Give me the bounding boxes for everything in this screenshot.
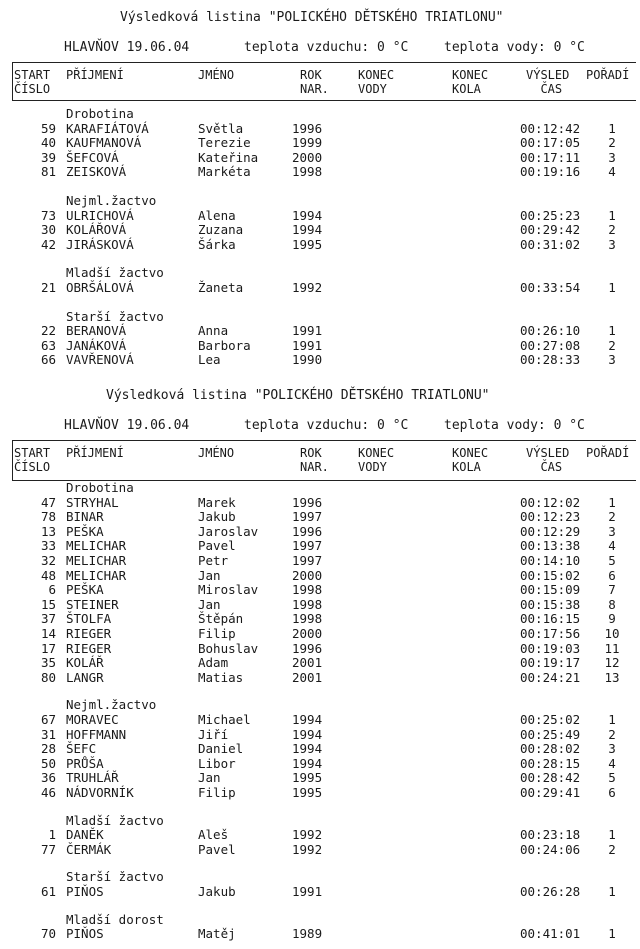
first-name: Petr xyxy=(198,553,229,568)
result-row xyxy=(0,727,640,742)
surname: STEINER xyxy=(66,596,119,612)
rank: 9 xyxy=(608,611,616,627)
category-label: Nejml.žactvo xyxy=(66,697,157,713)
first-name: Markéta xyxy=(198,164,251,180)
surname: PIŇOS xyxy=(66,926,104,942)
result-row xyxy=(0,121,640,136)
header-bike-end: KONEC KOLA xyxy=(452,446,489,474)
birth-year: 1994 xyxy=(292,222,323,238)
race-info xyxy=(64,418,585,433)
result-time: 00:41:01 xyxy=(520,926,581,942)
result-time: 00:31:02 xyxy=(520,236,581,252)
rank: 7 xyxy=(608,582,616,598)
result-row xyxy=(0,582,640,597)
surname: RIEGER xyxy=(66,626,112,641)
birth-year: 2000 xyxy=(292,626,323,641)
result-row xyxy=(0,495,640,510)
birth-year: 1991 xyxy=(292,323,323,339)
start-number: 73 xyxy=(40,207,56,223)
surname: TRUHLÁŘ xyxy=(66,770,119,786)
birth-year: 1997 xyxy=(292,509,323,525)
birth-year: 1999 xyxy=(292,135,323,151)
header-birth-year: ROK NAR. xyxy=(300,68,329,96)
start-number: 48 xyxy=(40,567,56,583)
start-number: 35 xyxy=(40,655,56,671)
start-number: 6 xyxy=(48,582,56,598)
result-time: 00:24:21 xyxy=(520,669,581,685)
header-rank: POŘADÍ xyxy=(586,68,630,82)
header-left-rule xyxy=(12,62,13,100)
header-start-number: START ČÍSLO xyxy=(14,446,51,474)
birth-year: 1994 xyxy=(292,741,323,757)
rank: 10 xyxy=(604,626,620,641)
header-bottom-rule xyxy=(12,100,636,101)
start-number: 61 xyxy=(40,884,56,899)
birth-year: 1992 xyxy=(292,841,323,857)
result-time: 00:25:49 xyxy=(520,726,581,742)
surname: JANÁKOVÁ xyxy=(66,337,127,353)
rank: 3 xyxy=(608,149,616,165)
first-name: Miroslav xyxy=(198,582,259,598)
first-name: Terezie xyxy=(198,135,251,151)
race-info xyxy=(64,40,585,55)
first-name: Barbora xyxy=(198,337,251,353)
birth-year: 1995 xyxy=(292,785,323,800)
category-label: Mladší dorost xyxy=(66,911,164,927)
rank: 3 xyxy=(608,236,616,252)
surname: KAUFMANOVÁ xyxy=(66,135,142,151)
result-time: 00:12:29 xyxy=(520,523,581,539)
first-name: Štěpán xyxy=(198,611,244,627)
surname: PEŠKA xyxy=(66,582,104,598)
birth-year: 1996 xyxy=(292,120,323,136)
header-result-time: VÝSLED ČAS xyxy=(526,68,570,96)
result-time: 00:19:03 xyxy=(520,640,581,656)
surname: ULRICHOVÁ xyxy=(66,207,134,223)
surname: STRYHAL xyxy=(66,494,119,510)
result-row xyxy=(0,741,640,756)
surname: ŠEFCOVÁ xyxy=(66,149,119,165)
first-name: Světla xyxy=(198,120,244,136)
first-name: Pavel xyxy=(198,538,236,554)
air-temperature: teplota vzduchu: 0 °C xyxy=(244,418,409,433)
result-time: 00:26:28 xyxy=(520,884,581,899)
birth-year: 1995 xyxy=(292,236,323,252)
result-time: 00:28:42 xyxy=(520,770,581,786)
surname: PRŮŠA xyxy=(66,755,104,771)
rank: 1 xyxy=(608,120,616,136)
birth-year: 1997 xyxy=(292,553,323,568)
first-name: Jaroslav xyxy=(198,523,259,539)
surname: JIRÁSKOVÁ xyxy=(66,236,134,252)
result-time: 00:17:56 xyxy=(520,626,581,641)
birth-year: 1991 xyxy=(292,337,323,353)
result-time: 00:12:02 xyxy=(520,494,581,510)
start-number: 78 xyxy=(40,509,56,525)
surname: NÁDVORNÍK xyxy=(66,785,134,800)
start-number: 17 xyxy=(40,640,56,656)
result-row xyxy=(0,670,640,685)
surname: MORAVEC xyxy=(66,712,119,727)
result-row xyxy=(0,164,640,179)
rank: 3 xyxy=(608,523,616,539)
start-number: 81 xyxy=(40,164,56,180)
results-sheet xyxy=(0,0,640,380)
birth-year: 1994 xyxy=(292,712,323,727)
first-name: Jakub xyxy=(198,884,236,899)
sheet-title: Výsledková listina "POLICKÉHO DĚTSKÉHO TRIATLONU" xyxy=(106,388,490,403)
start-number: 30 xyxy=(40,222,56,238)
rank: 4 xyxy=(608,755,616,771)
result-row xyxy=(0,509,640,524)
start-number: 39 xyxy=(40,149,56,165)
result-row xyxy=(0,150,640,165)
result-row xyxy=(0,785,640,800)
birth-year: 1998 xyxy=(292,582,323,598)
header-surname: PŘÍJMENÍ xyxy=(66,446,124,460)
header-birth-year: ROK NAR. xyxy=(300,446,329,474)
surname: ŠTOLFA xyxy=(66,611,112,627)
birth-year: 1994 xyxy=(292,207,323,223)
rank: 3 xyxy=(608,741,616,757)
result-time: 00:28:33 xyxy=(520,352,581,368)
surname: ŠEFC xyxy=(66,741,97,757)
header-first-name: JMÉNO xyxy=(198,68,235,82)
result-row xyxy=(0,712,640,727)
result-row xyxy=(0,553,640,568)
first-name: Adam xyxy=(198,655,229,671)
surname: RIEGER xyxy=(66,640,112,656)
rank: 5 xyxy=(608,770,616,786)
start-number: 66 xyxy=(40,352,56,368)
rank: 1 xyxy=(608,827,616,843)
surname: OBRŠÁLOVÁ xyxy=(66,280,134,295)
birth-year: 1997 xyxy=(292,538,323,554)
start-number: 70 xyxy=(40,926,56,942)
surname: BERANOVÁ xyxy=(66,323,127,339)
rank: 11 xyxy=(604,640,620,656)
rank: 1 xyxy=(608,926,616,942)
start-number: 50 xyxy=(40,755,56,771)
first-name: Daniel xyxy=(198,741,244,757)
header-surname: PŘÍJMENÍ xyxy=(66,68,124,82)
category-label: Nejml.žactvo xyxy=(66,193,157,208)
result-time: 00:12:23 xyxy=(520,509,581,525)
birth-year: 1992 xyxy=(292,827,323,843)
category-label: Drobotina xyxy=(66,106,134,121)
result-time: 00:16:15 xyxy=(520,611,581,627)
start-number: 21 xyxy=(40,280,56,295)
result-row xyxy=(0,352,640,367)
header-result-time: VÝSLED ČAS xyxy=(526,446,570,474)
result-time: 00:28:02 xyxy=(520,741,581,757)
first-name: Michael xyxy=(198,712,251,727)
start-number: 37 xyxy=(40,611,56,627)
first-name: Aleš xyxy=(198,827,229,843)
start-number: 28 xyxy=(40,741,56,757)
birth-year: 1998 xyxy=(292,611,323,627)
result-time: 00:15:38 xyxy=(520,596,581,612)
start-number: 67 xyxy=(40,712,56,727)
rank: 5 xyxy=(608,553,616,568)
first-name: Lea xyxy=(198,352,221,368)
result-row xyxy=(0,538,640,553)
birth-year: 1996 xyxy=(292,494,323,510)
result-time: 00:25:02 xyxy=(520,712,581,727)
result-row xyxy=(0,884,640,899)
birth-year: 1992 xyxy=(292,280,323,295)
result-time: 00:14:10 xyxy=(520,553,581,568)
water-temperature: teplota vody: 0 °C xyxy=(444,40,585,55)
birth-year: 1998 xyxy=(292,164,323,180)
surname: KOLÁŘ xyxy=(66,655,104,671)
surname: LANGR xyxy=(66,669,104,685)
result-row xyxy=(0,323,640,338)
rank: 2 xyxy=(608,509,616,525)
result-time: 00:15:02 xyxy=(520,567,581,583)
result-row xyxy=(0,524,640,539)
rank: 1 xyxy=(608,323,616,339)
birth-year: 2001 xyxy=(292,655,323,671)
result-row xyxy=(0,842,640,857)
header-rank: POŘADÍ xyxy=(586,446,630,460)
first-name: Pavel xyxy=(198,841,236,857)
result-row xyxy=(0,655,640,670)
result-time: 00:13:38 xyxy=(520,538,581,554)
rank: 2 xyxy=(608,337,616,353)
result-row xyxy=(0,338,640,353)
first-name: Jan xyxy=(198,770,221,786)
rank: 6 xyxy=(608,785,616,800)
birth-year: 2000 xyxy=(292,567,323,583)
water-temperature: teplota vody: 0 °C xyxy=(444,418,585,433)
result-row xyxy=(0,756,640,771)
results-sheet xyxy=(0,378,640,942)
surname: PIŇOS xyxy=(66,884,104,899)
surname: VAVŘENOVÁ xyxy=(66,352,134,368)
result-row xyxy=(0,280,640,295)
sheet-title: Výsledková listina "POLICKÉHO DĚTSKÉHO TRIATLONU" xyxy=(120,10,504,25)
result-row xyxy=(0,135,640,150)
rank: 1 xyxy=(608,884,616,899)
start-number: 47 xyxy=(40,494,56,510)
category-label: Mladší žactvo xyxy=(66,812,164,828)
birth-year: 1995 xyxy=(292,770,323,786)
first-name: Alena xyxy=(198,207,236,223)
header-bike-end: KONEC KOLA xyxy=(452,68,489,96)
surname: MELICHAR xyxy=(66,553,127,568)
birth-year: 1989 xyxy=(292,926,323,942)
rank: 3 xyxy=(608,352,616,368)
start-number: 36 xyxy=(40,770,56,786)
result-row xyxy=(0,641,640,656)
rank: 2 xyxy=(608,726,616,742)
start-number: 15 xyxy=(40,596,56,612)
category-label: Mladší žactvo xyxy=(66,265,164,281)
start-number: 1 xyxy=(48,827,56,843)
result-time: 00:24:06 xyxy=(520,841,581,857)
header-first-name: JMÉNO xyxy=(198,446,235,460)
result-time: 00:15:09 xyxy=(520,582,581,598)
surname: KOLÁŘOVÁ xyxy=(66,222,127,238)
first-name: Jan xyxy=(198,596,221,612)
result-row xyxy=(0,611,640,626)
birth-year: 2000 xyxy=(292,149,323,165)
result-row xyxy=(0,208,640,223)
surname: BINAR xyxy=(66,509,104,525)
result-row xyxy=(0,926,640,941)
rank: 13 xyxy=(604,669,620,685)
first-name: Jiří xyxy=(198,726,229,742)
header-swim-end: KONEC VODY xyxy=(358,68,395,96)
first-name: Zuzana xyxy=(198,222,244,238)
start-number: 80 xyxy=(40,669,56,685)
header-start-number: START ČÍSLO xyxy=(14,68,51,96)
rank: 12 xyxy=(604,655,620,671)
result-time: 00:25:23 xyxy=(520,207,581,223)
category-label: Starší žactvo xyxy=(66,869,164,885)
result-row xyxy=(0,827,640,842)
birth-year: 1996 xyxy=(292,640,323,656)
start-number: 22 xyxy=(40,323,56,339)
first-name: Libor xyxy=(198,755,236,771)
result-time: 00:33:54 xyxy=(520,280,581,295)
first-name: Matias xyxy=(198,669,244,685)
rank: 1 xyxy=(608,712,616,727)
start-number: 14 xyxy=(40,626,56,641)
header-top-rule xyxy=(12,62,636,63)
result-row xyxy=(0,222,640,237)
birth-year: 1998 xyxy=(292,596,323,612)
rank: 1 xyxy=(608,280,616,295)
result-time: 00:26:10 xyxy=(520,323,581,339)
start-number: 63 xyxy=(40,337,56,353)
birth-year: 1990 xyxy=(292,352,323,368)
first-name: Matěj xyxy=(198,926,236,942)
start-number: 31 xyxy=(40,726,56,742)
first-name: Anna xyxy=(198,323,229,339)
rank: 1 xyxy=(608,207,616,223)
surname: ČERMÁK xyxy=(66,841,112,857)
first-name: Marek xyxy=(198,494,236,510)
birth-year: 2001 xyxy=(292,669,323,685)
place-date: HLAVŇOV 19.06.04 xyxy=(64,40,190,55)
surname: MELICHAR xyxy=(66,538,127,554)
place-date: HLAVŇOV 19.06.04 xyxy=(64,418,190,433)
first-name: Kateřina xyxy=(198,149,259,165)
rank: 2 xyxy=(608,841,616,857)
result-row xyxy=(0,568,640,583)
start-number: 13 xyxy=(40,523,56,539)
start-number: 32 xyxy=(40,553,56,568)
rank: 1 xyxy=(608,494,616,510)
header-swim-end: KONEC VODY xyxy=(358,446,395,474)
result-time: 00:29:41 xyxy=(520,785,581,800)
first-name: Bohuslav xyxy=(198,640,259,656)
category-label: Drobotina xyxy=(66,480,134,495)
start-number: 59 xyxy=(40,120,56,136)
result-row xyxy=(0,626,640,641)
result-time: 00:17:11 xyxy=(520,149,581,165)
result-row xyxy=(0,597,640,612)
result-time: 00:19:17 xyxy=(520,655,581,671)
header-top-rule xyxy=(12,440,636,441)
header-left-rule xyxy=(12,440,13,480)
rank: 2 xyxy=(608,222,616,238)
first-name: Šárka xyxy=(198,236,236,252)
start-number: 40 xyxy=(40,135,56,151)
result-row xyxy=(0,770,640,785)
result-time: 00:23:18 xyxy=(520,827,581,843)
birth-year: 1996 xyxy=(292,523,323,539)
result-time: 00:12:42 xyxy=(520,120,581,136)
result-time: 00:28:15 xyxy=(520,755,581,771)
first-name: Žaneta xyxy=(198,280,244,295)
result-row xyxy=(0,237,640,252)
surname: KARAFIÁTOVÁ xyxy=(66,120,149,136)
surname: PEŠKA xyxy=(66,523,104,539)
result-time: 00:27:08 xyxy=(520,337,581,353)
rank: 4 xyxy=(608,538,616,554)
rank: 2 xyxy=(608,135,616,151)
start-number: 42 xyxy=(40,236,56,252)
rank: 8 xyxy=(608,596,616,612)
start-number: 46 xyxy=(40,785,56,800)
surname: MELICHAR xyxy=(66,567,127,583)
start-number: 77 xyxy=(40,841,56,857)
first-name: Jan xyxy=(198,567,221,583)
rank: 4 xyxy=(608,164,616,180)
first-name: Jakub xyxy=(198,509,236,525)
rank: 6 xyxy=(608,567,616,583)
category-label: Starší žactvo xyxy=(66,308,164,324)
result-time: 00:19:16 xyxy=(520,164,581,180)
surname: HOFFMANN xyxy=(66,726,127,742)
birth-year: 1994 xyxy=(292,726,323,742)
start-number: 33 xyxy=(40,538,56,554)
birth-year: 1994 xyxy=(292,755,323,771)
first-name: Filip xyxy=(198,785,236,800)
result-time: 00:29:42 xyxy=(520,222,581,238)
surname: DANĚK xyxy=(66,827,104,843)
result-time: 00:17:05 xyxy=(520,135,581,151)
first-name: Filip xyxy=(198,626,236,641)
air-temperature: teplota vzduchu: 0 °C xyxy=(244,40,409,55)
birth-year: 1991 xyxy=(292,884,323,899)
surname: ZEISKOVÁ xyxy=(66,164,127,180)
